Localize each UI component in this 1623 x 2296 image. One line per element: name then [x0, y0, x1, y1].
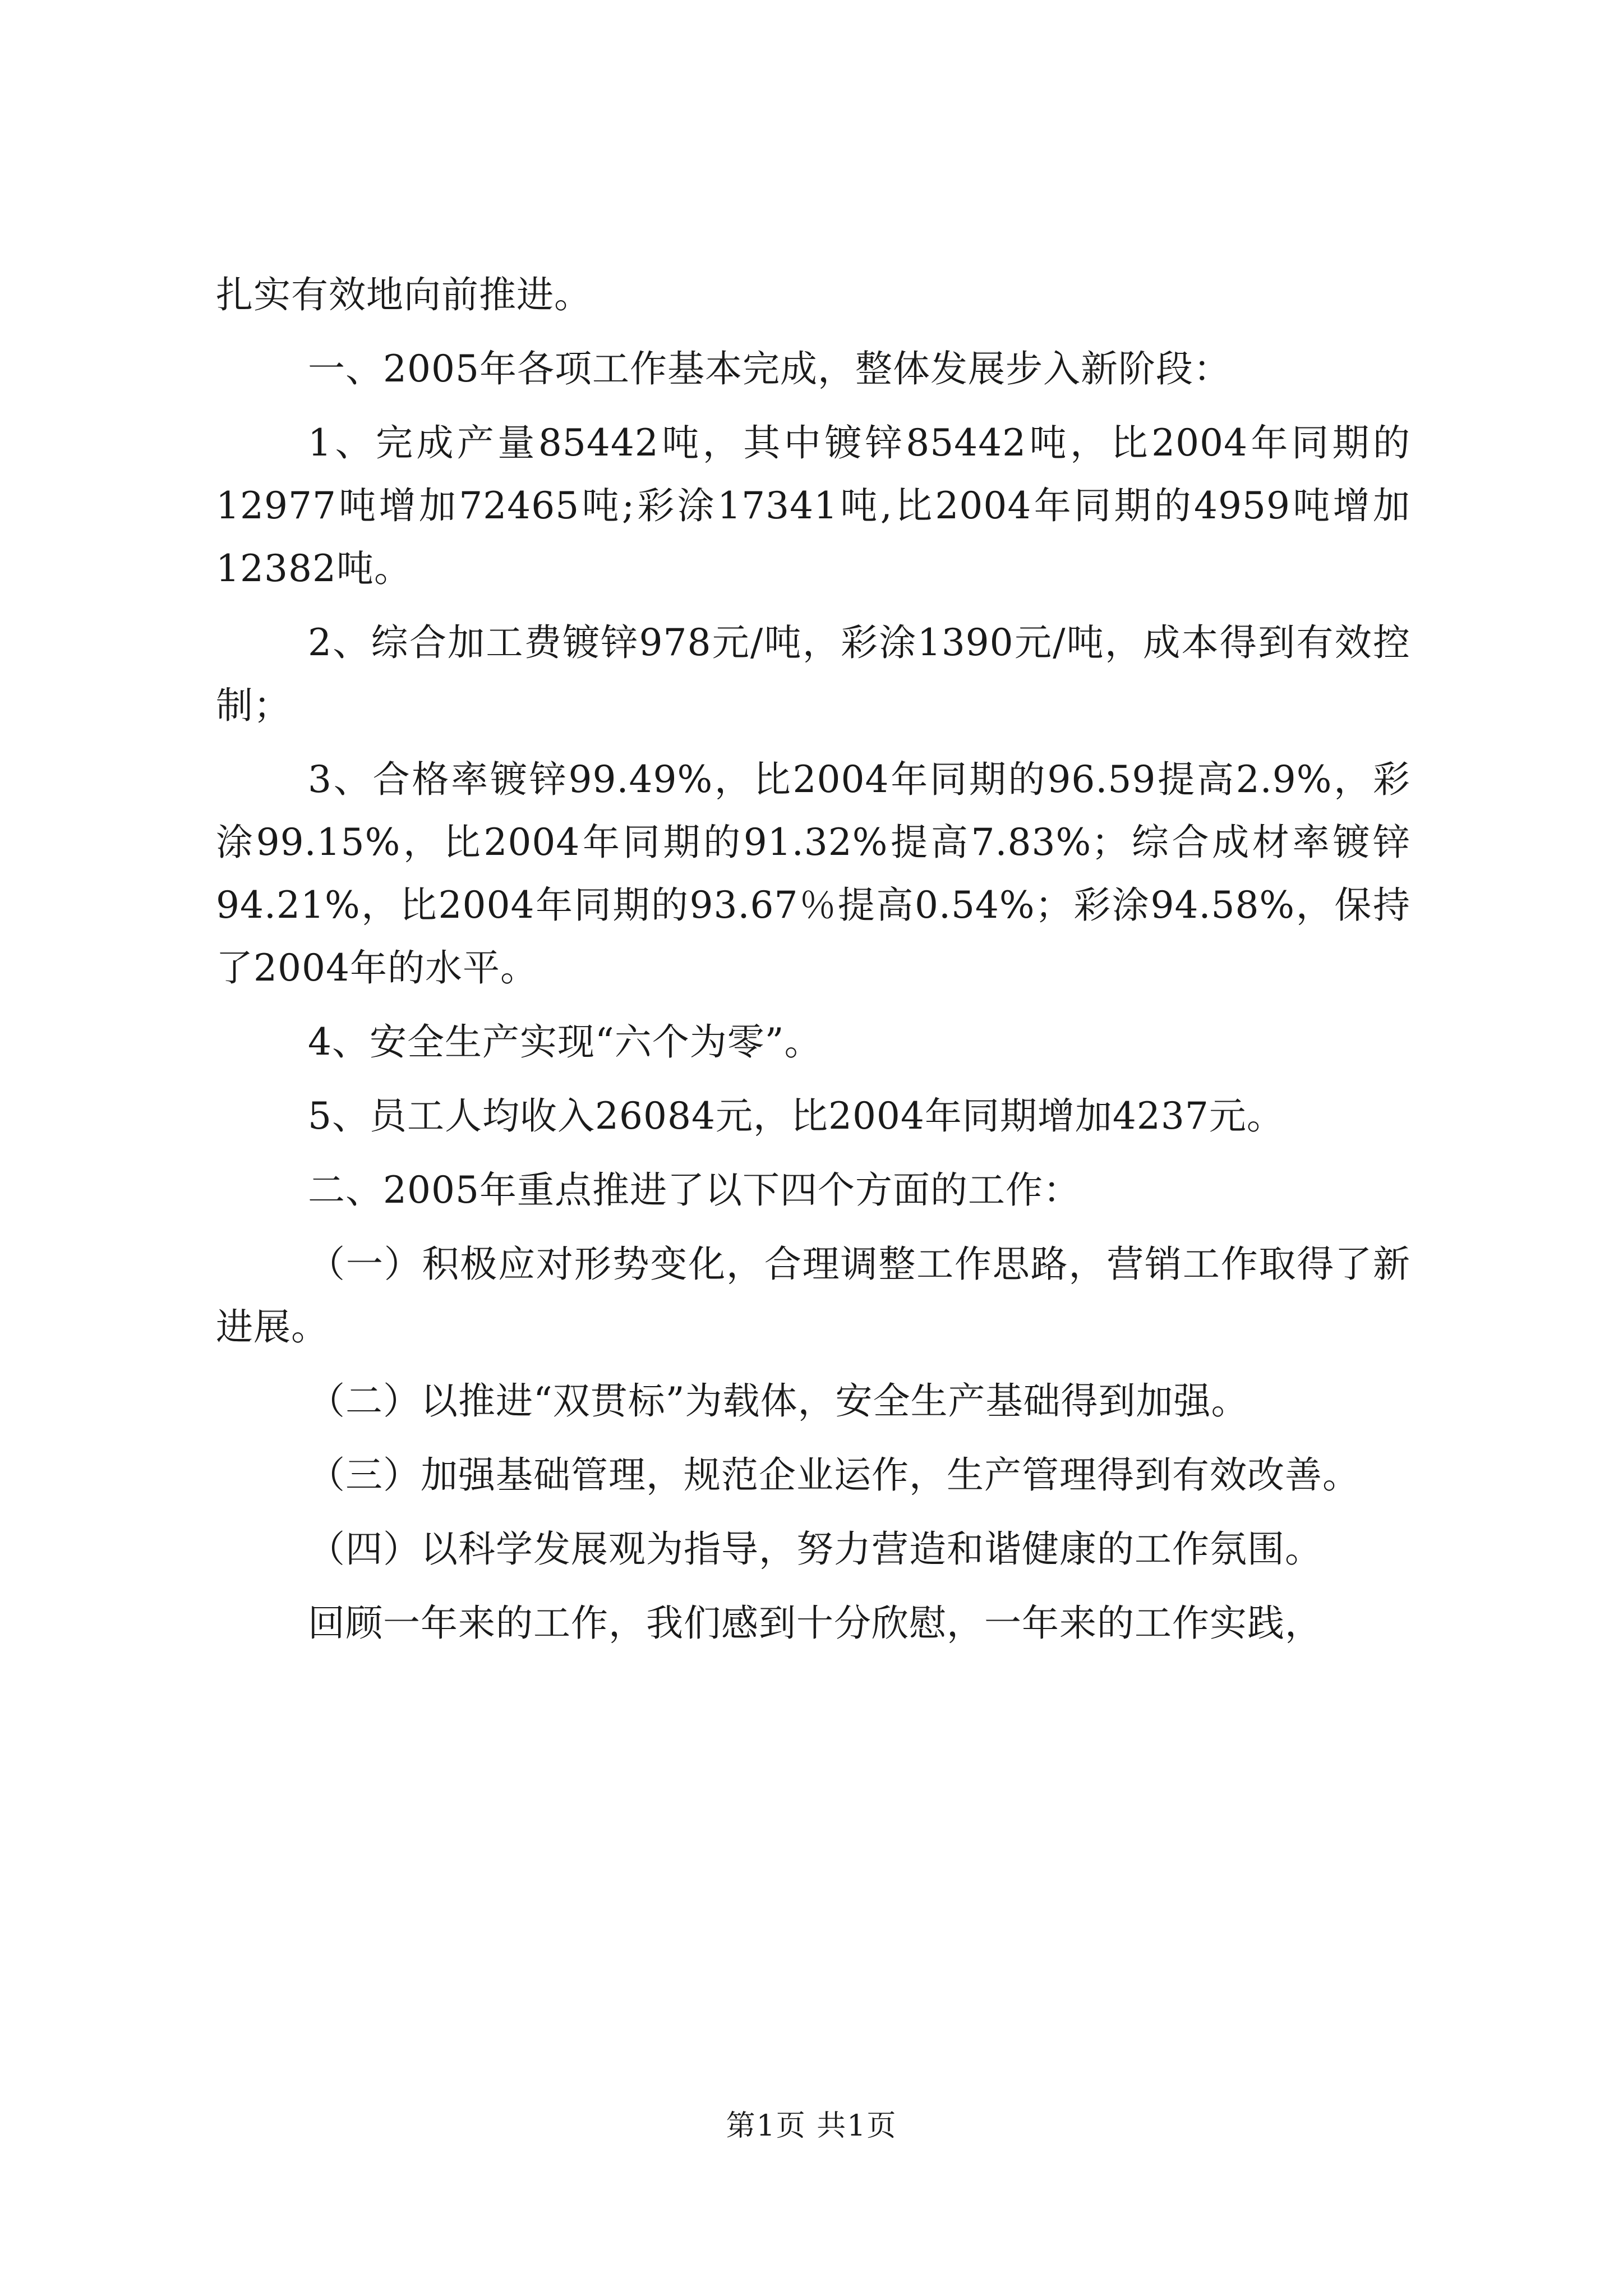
section-heading-1: 一、2005年各项工作基本完成，整体发展步入新阶段： — [308, 347, 1231, 390]
closing-paragraph: 回顾一年来的工作，我们感到十分欣慰，一年来的工作实践， — [308, 1602, 1322, 1645]
page-number-label: 第1页 共1页 — [726, 2109, 897, 2143]
subsection-item-1: （一）积极应对形势变化，合理调整工作思路，营销工作取得了新进展。 — [216, 1243, 1410, 1349]
paragraph-continuation: 扎实有效地向前推进。 — [216, 273, 592, 316]
list-item-2: 2、综合加工费镀锌978元/吨，彩涂1390元/吨，成本得到有效控制； — [216, 621, 1410, 727]
page-footer — [0, 2109, 1623, 2143]
subsection-item-4: （四）以科学发展观为指导，努力营造和谐健康的工作氛围。 — [308, 1527, 1322, 1571]
list-item-5: 5、员工人均收入26084元，比2004年同期增加4237元。 — [308, 1094, 1284, 1138]
subsection-item-2: （二）以推进“双贯标”为载体，安全生产基础得到加强。 — [308, 1379, 1249, 1423]
list-item-3: 3、合格率镀锌99.49%，比2004年同期的96.59提高2.9%，彩涂99.15%，比2004年同期的91.32%提高7.83%；综合成材率镀锌94.21%，比2004年同期的93.67％提高0.54%；彩涂94.58%，保持了2004年的水平。 — [216, 758, 1410, 990]
document-body — [216, 264, 1410, 1666]
section-heading-2: 二、2005年重点推进了以下四个方面的工作： — [308, 1168, 1081, 1212]
subsection-item-3: （三）加强基础管理，规范企业运作，生产管理得到有效改善。 — [308, 1453, 1360, 1497]
list-item-1: 1、完成产量85442吨，其中镀锌85442吨，比2004年同期的12977吨增加72465吨;彩涂17341吨,比2004年同期的4959吨增加12382吨。 — [216, 421, 1410, 590]
list-item-4: 4、安全生产实现“六个为零”。 — [308, 1020, 822, 1064]
